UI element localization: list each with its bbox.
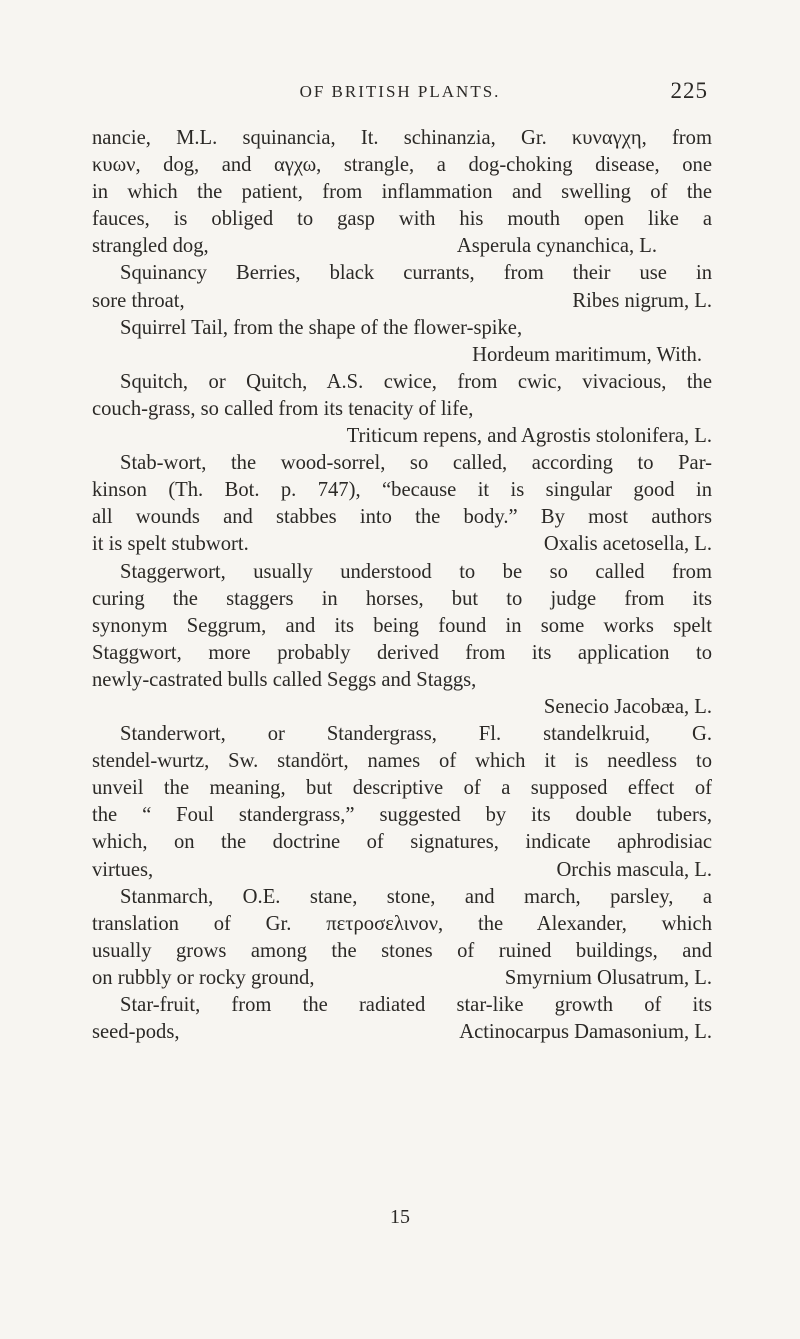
text-line: in which the patient, from inflammation and swelling of the [92,181,712,204]
page-number: 225 [670,78,708,103]
text-line: nancie, M.L. squinancia, It. schinanzia, Gr. κυναγχη, from [92,127,712,149]
line-left: on rubbly or rocky ground, [92,966,315,989]
line-left: strangled dog, [92,235,209,258]
latin-name: Asperula cynanchica, L. [456,235,657,258]
entry-line: Squinancy Berries, black currants, from their use in [120,262,712,285]
latin-name: Hordeum maritimum, With. [472,343,702,366]
line-left: it is spelt stubwort. [92,533,249,556]
line-left: sore throat, [92,289,185,312]
entry-line: Staggerwort, usually understood to be so called from [120,560,712,583]
latin-name: Triticum repens, and Agrostis stolonifera, L. [346,425,712,448]
text-line: Staggwort, more probably derived from its application to [92,641,712,664]
text-line: translation of Gr. πετροσελινον, the Alexander, which [92,912,712,935]
latin-name: Oxalis acetosella, L. [543,533,712,556]
text-line: which, on the doctrine of signatures, indicate aphrodisiac [92,831,712,854]
latin-name: Senecio Jacobæa, L. [543,695,712,718]
text-line [92,233,712,260]
text-line: curing the staggers in horses, but to judge from its [92,587,712,610]
entry-line: Star-fruit, from the radiated star-like growth of its [120,994,712,1016]
entry-line: Standerwort, or Standergrass, Fl. standelkruid, G. [120,723,712,746]
text-line: all wounds and stabbes into the body.” By most authors [92,506,712,529]
entry-line: Stab-wort, the wood-sorrel, so called, according to Par- [120,452,712,475]
entry-line: Squirrel Tail, from the shape of the flower-spike, [120,316,523,339]
text-line [92,288,712,315]
signature-mark: 15 [390,1206,410,1228]
text-line: the “ Foul standergrass,” suggested by its double tubers, [92,804,712,827]
page-header [0,78,800,112]
body-text [92,125,712,1046]
text-line [92,857,712,884]
latin-name: Orchis mascula, L. [556,858,712,881]
latin-name: Ribes nigrum, L. [572,289,712,312]
text-line: usually grows among the stones of ruined buildings, and [92,939,712,962]
text-line [92,965,712,992]
text-line: κυων, dog, and αγχω, strangle, a dog-choking disease, one [92,154,712,177]
text-line: synonym Seggrum, and its being found in some works spelt [92,614,712,637]
text-line [92,531,712,558]
text-line: couch-grass, so called from its tenacity of life, [92,397,474,420]
text-line: kinson (Th. Bot. p. 747), “because it is singular good in [92,479,712,502]
text-line [92,1019,712,1046]
latin-name: Smyrnium Olusatrum, L. [504,966,712,989]
latin-name: Actinocarpus Damasonium, L. [459,1021,712,1044]
running-head: OF BRITISH PLANTS. [299,82,501,101]
text-line: newly-castrated bulls called Seggs and Staggs, [92,668,477,691]
entry-line: Stanmarch, O.E. stane, stone, and march, parsley, a [120,885,712,908]
text-line: unveil the meaning, but descriptive of a supposed effect of [92,777,712,800]
text-line: stendel-wurtz, Sw. standört, names of which it is needless to [92,750,712,773]
line-left: seed-pods, [92,1021,180,1044]
text-line: fauces, is obliged to gasp with his mouth open like a [92,208,712,231]
line-left: virtues, [92,858,154,881]
entry-line: Squitch, or Quitch, A.S. cwice, from cwic, vivacious, the [120,370,712,393]
